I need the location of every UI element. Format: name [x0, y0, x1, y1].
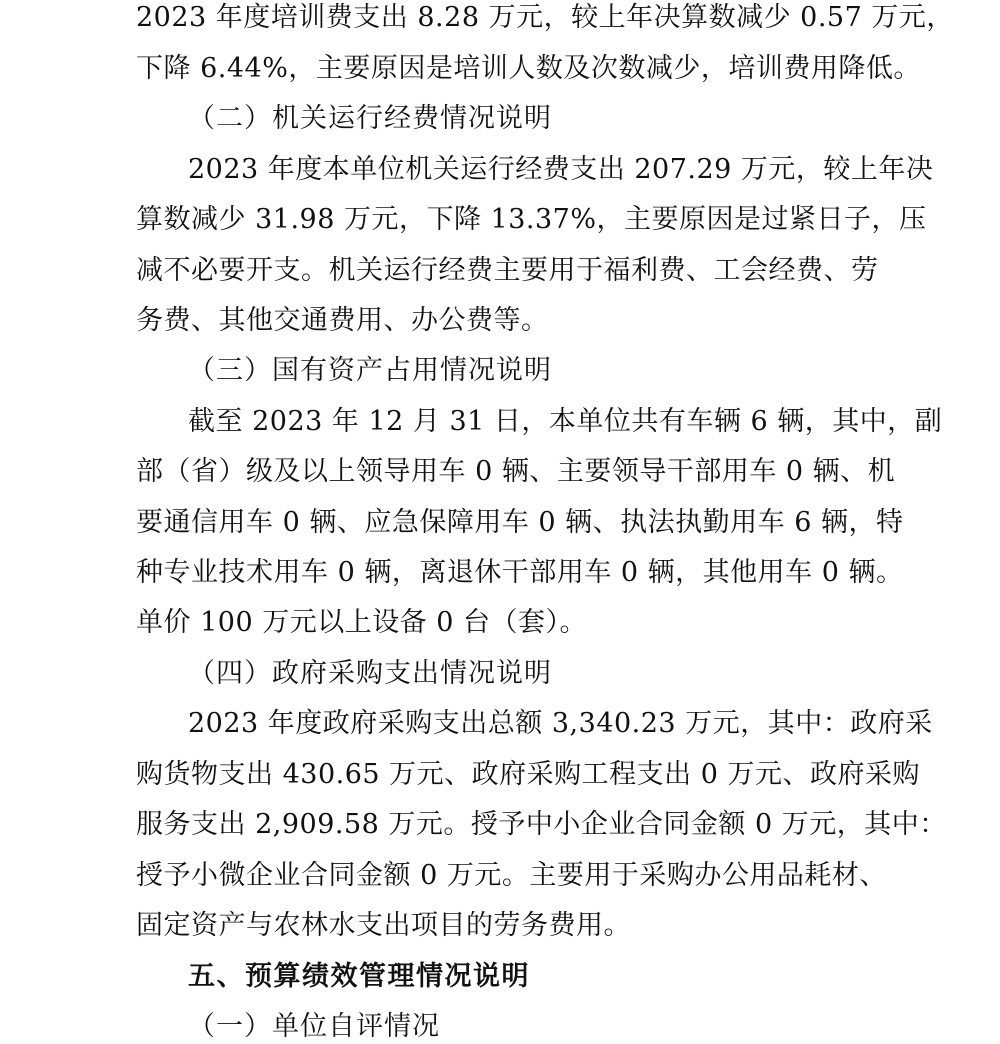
paragraph-assets-line-2: 部（省）级及以上领导用车 0 辆、主要领导干部用车 0 辆、机 [136, 456, 896, 487]
paragraph-operating-line-3: 减不必要开支。机关运行经费主要用于福利费、工会经费、劳 [136, 255, 879, 286]
paragraph-procurement-line-1: 2023 年度政府采购支出总额 3,340.23 万元，其中：政府采 [188, 708, 933, 739]
paragraph-assets-line-4: 种专业技术用车 0 辆，离退休干部用车 0 辆，其他用车 0 辆。 [136, 557, 904, 588]
paragraph-assets-line-5: 单价 100 万元以上设备 0 台（套）。 [136, 607, 588, 638]
paragraph-procurement-line-3: 服务支出 2,909.58 万元。授予中小企业合同金额 0 万元，其中： [136, 809, 947, 840]
paragraph-training-line-1: 2023 年度培训费支出 8.28 万元，较上年决算数减少 0.57 万元， [136, 2, 954, 33]
heading-self-evaluation: （一）单位自评情况 [188, 1011, 440, 1042]
paragraph-assets-line-1: 截至 2023 年 12 月 31 日，本单位共有车辆 6 辆，其中，副 [188, 406, 943, 437]
heading-operating-expenses: （二）机关运行经费情况说明 [188, 103, 552, 134]
paragraph-assets-line-3: 要通信用车 0 辆、应急保障用车 0 辆、执法执勤用车 6 辆，特 [136, 507, 904, 538]
paragraph-procurement-line-5: 固定资产与农林水支出项目的劳务费用。 [136, 910, 631, 941]
paragraph-operating-line-2: 算数减少 31.98 万元，下降 13.37%，主要原因是过紧日子，压 [136, 204, 927, 235]
section-heading-performance-management: 五、预算绩效管理情况说明 [188, 961, 530, 992]
paragraph-training-line-2: 下降 6.44%，主要原因是培训人数及次数减少，培训费用降低。 [136, 53, 921, 84]
paragraph-operating-line-4: 务费、其他交通费用、办公费等。 [136, 305, 549, 336]
paragraph-operating-line-1: 2023 年度本单位机关运行经费支出 207.29 万元，较上年决 [188, 154, 934, 185]
heading-state-assets: （三）国有资产占用情况说明 [188, 355, 552, 386]
paragraph-procurement-line-2: 购货物支出 430.65 万元、政府采购工程支出 0 万元、政府采购 [136, 759, 920, 790]
paragraph-procurement-line-4: 授予小微企业合同金额 0 万元。主要用于采购办公用品耗材、 [136, 860, 887, 891]
heading-government-procurement: （四）政府采购支出情况说明 [188, 658, 552, 689]
